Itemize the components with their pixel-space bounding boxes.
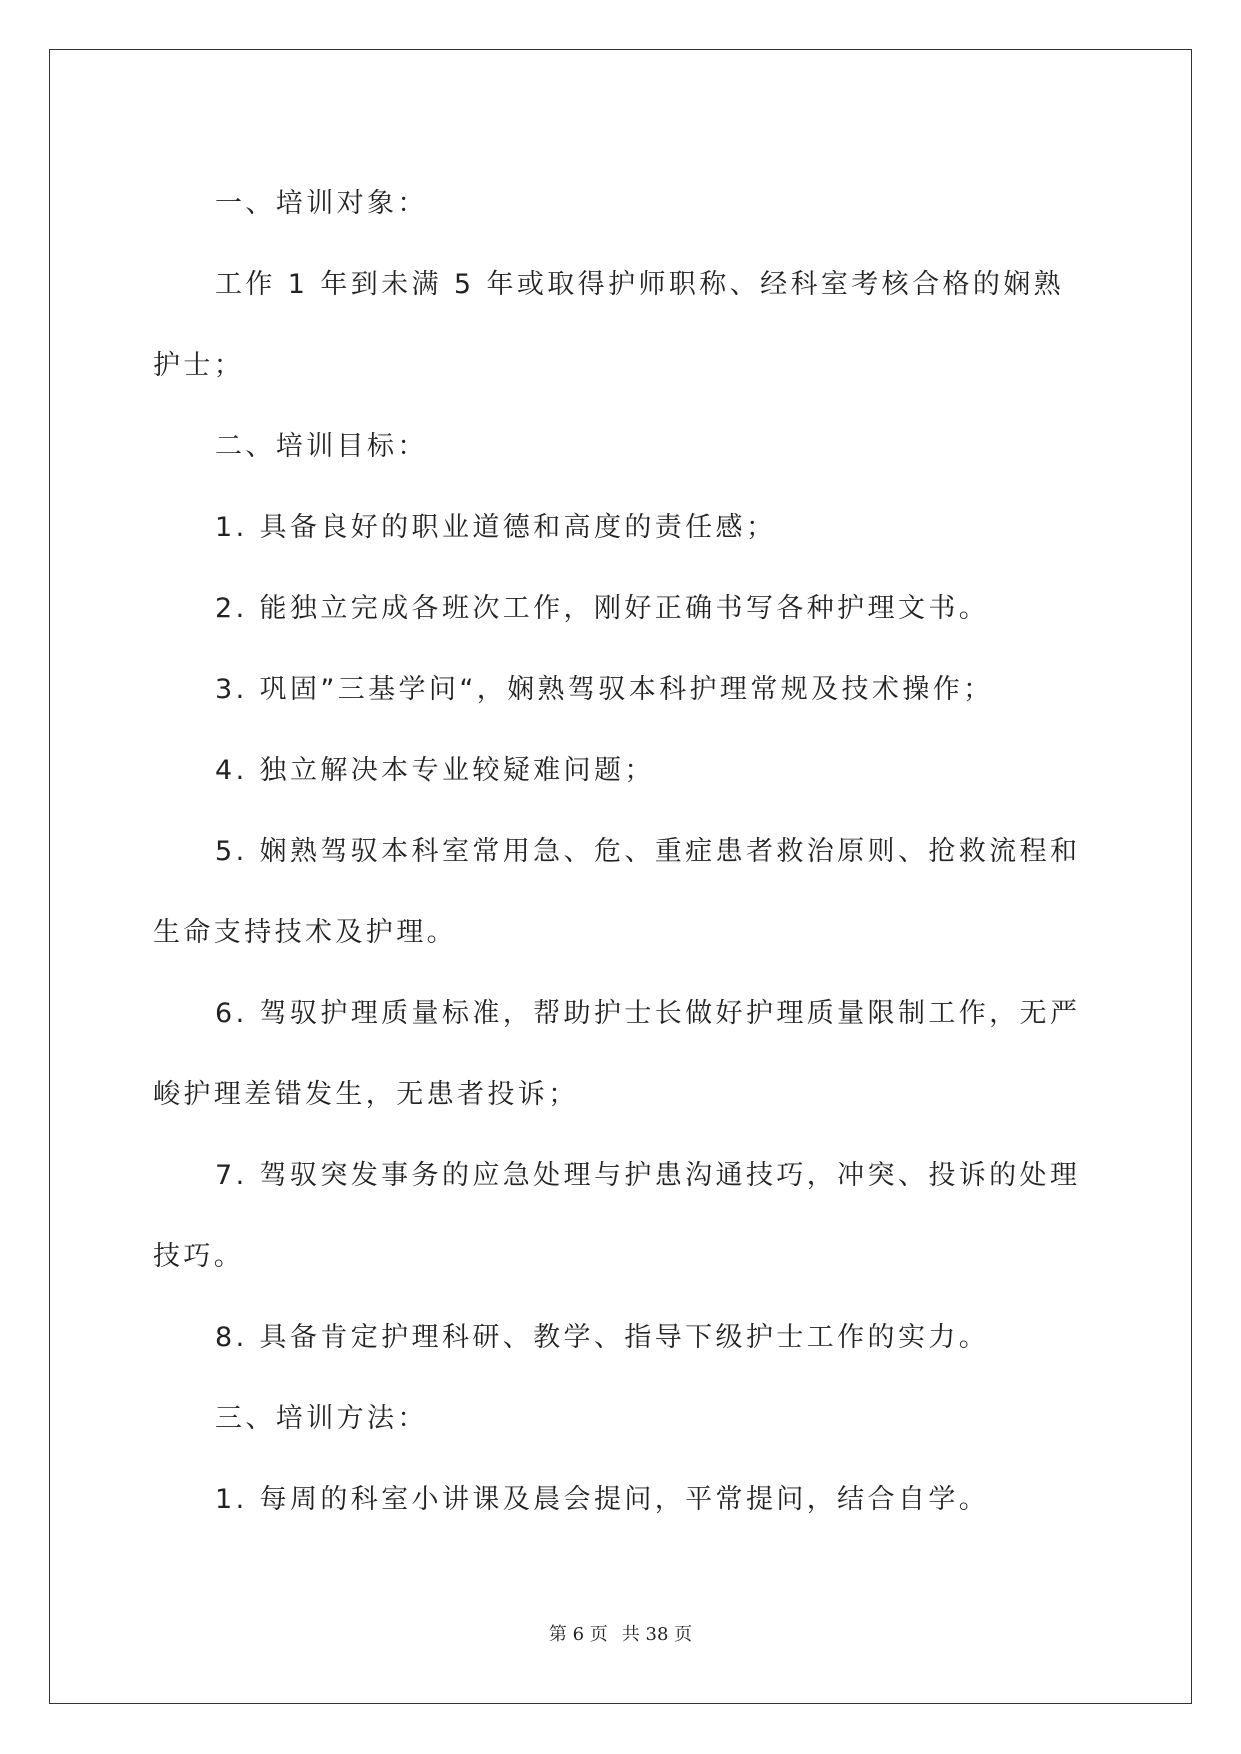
goal-item-7: 7. 驾驭突发事务的应急处理与护患沟通技巧，冲突、投诉的处理技巧。 bbox=[153, 1160, 1081, 1272]
goal-item-6: 6. 驾驭护理质量标准，帮助护士长做好护理质量限制工作，无严峻护理差错发生，无患者投诉； bbox=[153, 998, 1081, 1110]
page-number: 第 6 页 bbox=[548, 1624, 608, 1645]
method-item-1: 1. 每周的科室小讲课及晨会提问，平常提问，结合自学。 bbox=[215, 1484, 990, 1515]
goal-item-1: 1. 具备良好的职业道德和高度的责任感； bbox=[215, 512, 777, 543]
section-heading-training-target: 一、培训对象： bbox=[215, 188, 428, 219]
section-heading-training-goals: 二、培训目标： bbox=[215, 431, 428, 462]
goal-item-2: 2. 能独立完成各班次工作，刚好正确书写各种护理文书。 bbox=[215, 593, 990, 624]
page-footer bbox=[0, 1620, 1241, 1646]
paragraph-target-description: 工作 1 年到未满 5 年或取得护师职称、经科室考核合格的娴熟护士； bbox=[153, 269, 1065, 381]
goal-item-8: 8. 具备肯定护理科研、教学、指导下级护士工作的实力。 bbox=[215, 1322, 990, 1353]
page-total: 共 38 页 bbox=[621, 1624, 693, 1645]
goal-item-4: 4. 独立解决本专业较疑难问题； bbox=[215, 755, 655, 786]
document-body bbox=[153, 163, 1093, 1540]
goal-item-3: 3. 巩固”三基学问“，娴熟驾驭本科护理常规及技术操作； bbox=[215, 674, 994, 705]
goal-item-5: 5. 娴熟驾驭本科室常用急、危、重症患者救治原则、抢救流程和生命支持技术及护理。 bbox=[153, 836, 1081, 948]
section-heading-training-methods: 三、培训方法： bbox=[215, 1403, 428, 1434]
